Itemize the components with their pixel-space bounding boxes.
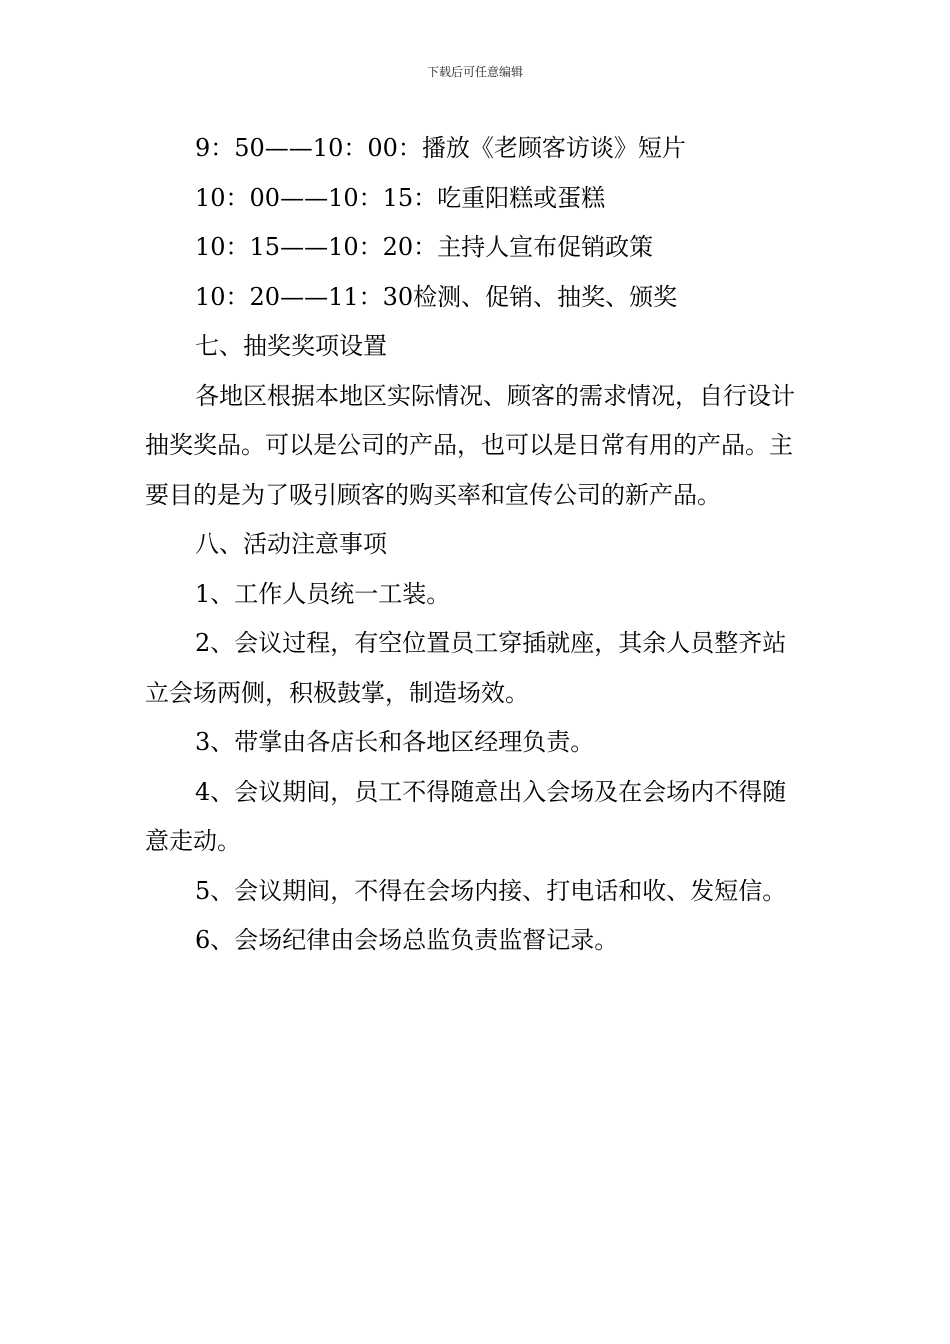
schedule-item-3: 10：15——10：20：主持人宣布促销政策 <box>195 233 654 261</box>
notice-item-2: 2、会议过程，有空位置员工穿插就座，其余人员整齐站立会场两侧，积极鼓掌，制造场效。 <box>145 629 787 707</box>
notice-item-4: 4、会议期间，员工不得随意出入会场及在会场内不得随意走动。 <box>145 777 787 855</box>
notice-item-6: 6、会场纪律由会场总监负责监督记录。 <box>195 926 619 954</box>
document-body <box>145 124 810 966</box>
schedule-item-1: 9：50——10：00：播放《老顾客访谈》短片 <box>195 134 686 162</box>
schedule-item-4: 10：20——11：30检测、促销、抽奖、颁奖 <box>195 282 678 311</box>
section-heading-7: 七、抽奖奖项设置 <box>195 332 387 360</box>
prize-setting-paragraph: 各地区根据本地区实际情况、顾客的需求情况，自行设计抽奖奖品。可以是公司的产品，也可以是日常有用的产品。主要目的是为了吸引顾客的购买率和宣传公司的新产品。 <box>145 381 795 509</box>
notice-item-3: 3、带掌由各店长和各地区经理负责。 <box>195 728 595 756</box>
schedule-item-2: 10：00——10：15：吃重阳糕或蛋糕 <box>195 183 606 212</box>
page-header: 下载后可任意编辑 <box>426 65 523 79</box>
notice-item-1: 1、工作人员统一工装。 <box>195 579 451 608</box>
section-heading-8: 八、活动注意事项 <box>195 530 387 558</box>
notice-item-5: 5、会议期间，不得在会场内接、打电话和收、发短信。 <box>195 876 787 905</box>
